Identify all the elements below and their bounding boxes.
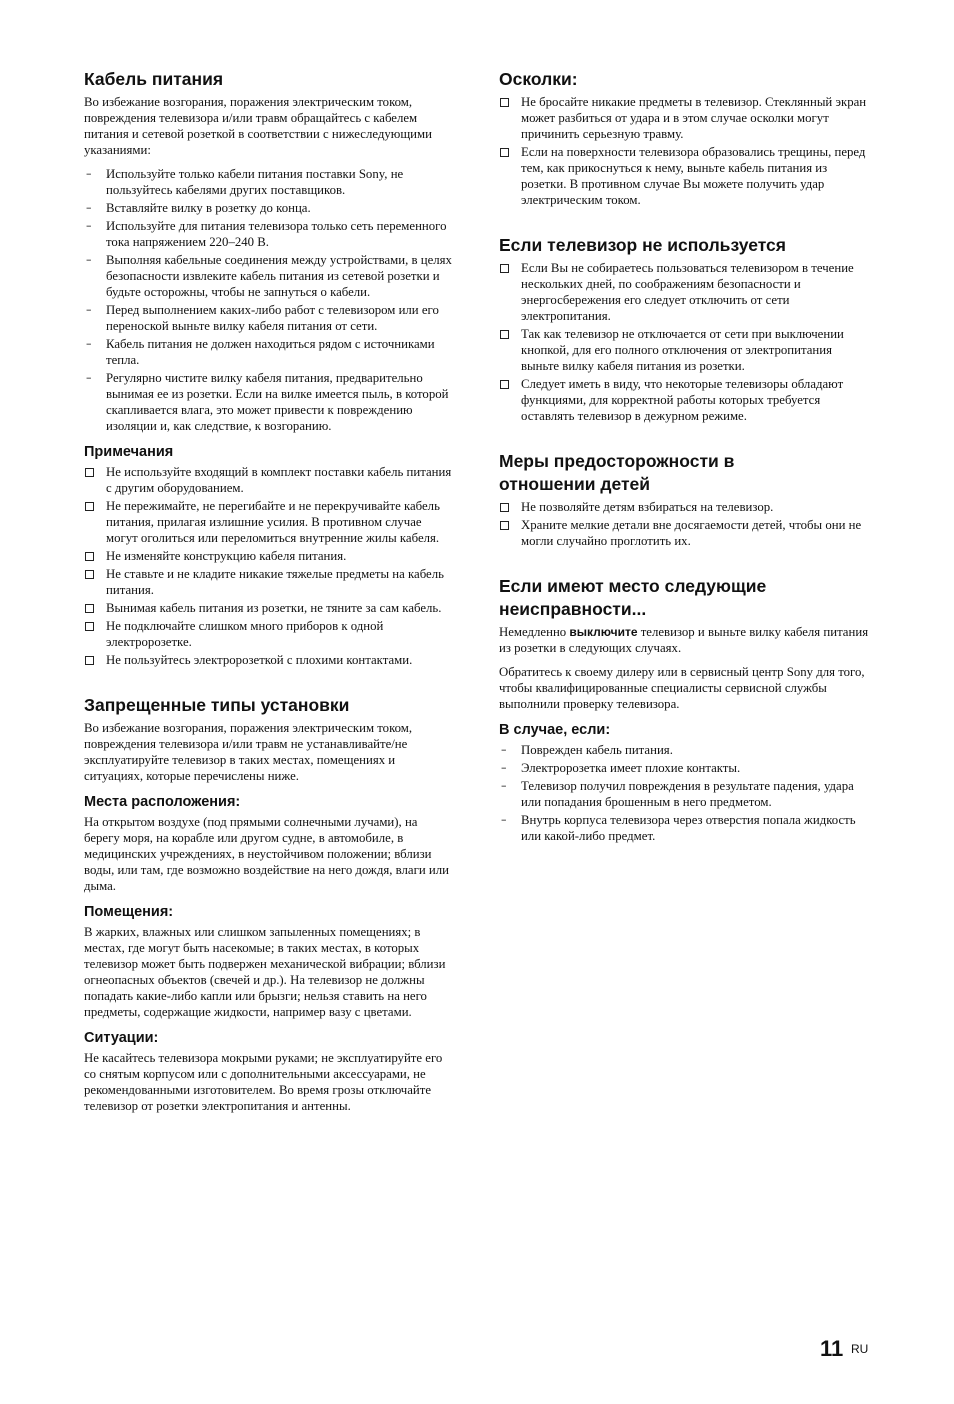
list-item: – Внутрь корпуса телевизора через отверстия попала жидкость или какой-либо предмет. [501,813,856,843]
checkbox-square-icon [85,622,94,631]
list-item: Не бросайте никакие предметы в телевизор. Стеклянный экран может разбиться от удара и в этом случае осколки могут причинить серьезную травму. [499,94,869,142]
list-item: – Поврежден кабель питания. [501,743,673,757]
shards-heading: Осколки: [499,69,578,89]
list-item: – Электророзетка имеет плохие контакты. [501,761,741,775]
situations-heading: Ситуации: [84,1030,159,1046]
dash-icon: – [86,219,92,232]
checkbox-square-icon [500,521,509,530]
dash-icon: – [86,337,92,350]
checkbox-square-icon [500,264,509,273]
in-case-heading: В случае, если: [499,722,611,738]
dash-icon: – [86,303,92,316]
malfunctions-heading: Если имеют место следующие неисправности... [499,576,767,619]
list-item: Если Вы не собираетесь пользоваться телевизором в течение нескольких дней, по соображениям безопасности и энергосбережения его следует отключить от сети электропитания. [499,260,869,324]
checkbox-square-icon [85,656,94,665]
checkbox-square-icon [500,148,509,157]
list-item: – Телевизор получил повреждения в результате падения, удара или попадания брошенным в него предметом. [501,779,854,809]
list-item: Вынимая кабель питания из розетки, не тяните за сам кабель. [84,600,454,616]
dash-icon: – [86,201,92,214]
dash-icon: – [501,761,507,774]
children-list [499,499,869,549]
list-item: Не позволяйте детям взбираться на телевизор. [499,499,869,515]
power-cable-intro: Во избежание возгорания, поражения электрическим током, повреждения телевизора и/или травм обращайтесь с кабелем питания и сетевой розеткой в соответствии с нижеследующими указаниями: [84,95,432,157]
dash-icon: – [501,779,507,792]
shards-list [499,94,869,208]
list-item: Так как телевизор не отключается от сети при выключении кнопкой, для его полного отключения от электропитания выньте вилку кабеля питания из розетки. [499,326,869,374]
checkbox-square-icon [500,503,509,512]
in-case-list [499,742,869,844]
list-item: – Выполняя кабельные соединения между устройствами, в целях безопасности извлеките кабель питания из сетевой розетки и будьте осторожны, чтобы не запнуться о кабели. [86,253,452,299]
list-item: – Вставляйте вилку в розетку до конца. [86,201,311,215]
rooms-heading: Помещения: [84,904,174,920]
dash-icon: – [501,813,507,826]
malfunctions-para-2: Обратитесь к своему дилеру или в сервисный центр Sony для того, чтобы квалифицированные специалисты сервисной службы выполнили проверку телевизора. [499,665,865,711]
list-item: Не изменяйте конструкцию кабеля питания. [84,548,454,564]
dash-icon: – [86,167,92,180]
checkbox-square-icon [85,570,94,579]
page-number: 11 [820,1336,844,1361]
dash-icon: – [86,371,92,384]
list-item: Не подключайте слишком много приборов к одной электророзетке. [84,618,454,650]
checkbox-square-icon [85,502,94,511]
list-item: – Используйте для питания телевизора только сеть переменного тока напряжением 220–240 В. [86,219,447,249]
not-in-use-list [499,260,869,424]
prohibited-installation-intro: Во избежание возгорания, поражения электрическим током, повреждения телевизора и/или травм не устанавливайте/не эксплуатируйте телевизор в таких местах, помещениях и ситуациях, которые перечислены ниже. [84,721,413,783]
checkbox-square-icon [85,604,94,613]
checkbox-square-icon [500,98,509,107]
power-cable-heading: Кабель питания [84,69,224,89]
switch-off-emphasis: выключите [569,625,638,639]
prohibited-installation-heading: Запрещенные типы установки [84,695,350,715]
dash-icon: – [501,743,507,756]
list-item: – Перед выполнением каких-либо работ с телевизором или его переноской выньте вилку кабеля питания от сети. [86,303,439,333]
page-language-code: RU [851,1342,869,1356]
malfunctions-para-1: Немедленно выключите телевизор и выньте вилку кабеля питания из розетки в следующих случаях. [499,625,869,655]
list-item: Не ставьте и не кладите никакие тяжелые предметы на кабель питания. [84,566,454,598]
left-column [84,68,454,1122]
places-heading: Места расположения: [84,794,241,810]
places-text: На открытом воздухе (под прямыми солнечными лучами), на берегу моря, на корабле или другом судне, в автомобиле, в медицинских учреждениях, в неустойчивом положении; вблизи воды, или там, где возможно воздействие на него дождя, влаги или дыма. [84,815,449,893]
children-precautions-heading: Меры предосторожности в отношении детей [499,451,735,494]
list-item: Не пережимайте, не перегибайте и не перекручивайте кабель питания, прилагая излишние усилия. В противном случае могут оголиться или переломиться внутренние жилы кабеля. [84,498,454,546]
list-item: Следует иметь в виду, что некоторые телевизоры обладают функциями, для корректной работы которых требуется оставлять телевизор в дежурном режиме. [499,376,869,424]
dash-icon: – [86,253,92,266]
list-item: Если на поверхности телевизора образовались трещины, перед тем, как прикоснуться к нему, выньте кабель питания из розетки. В противном случае Вы можете получить удар электрическим током. [499,144,869,208]
checkbox-square-icon [500,330,509,339]
power-cable-list [84,166,454,434]
right-column [499,68,869,848]
rooms-text: В жарких, влажных или слишком запыленных помещениях; в местах, где могут быть насекомые; в таких местах, в которых телевизор может быть подвержен механической вибрации; вблизи огнеопасных объектов (свечей и др.). На телевизор не должны попадать какие-либо капли или брызги; нельзя ставить на него предметы, содержащие жидкости, например вазу с цветами. [84,925,446,1019]
list-item: – Регулярно чистите вилку кабеля питания, предварительно вынимая ее из розетки. Если на вилке имеется пыль, в которой скапливается влага, это может привести к повреждению изоляции и, как следствие, к возгоранию. [86,371,449,433]
list-item: Не пользуйтесь электророзеткой с плохими контактами. [84,652,454,668]
list-item: – Используйте только кабели питания поставки Sony, не пользуйтесь кабелями других поставщиков. [86,167,404,197]
list-item: Не используйте входящий в комплект поставки кабель питания с другим оборудованием. [84,464,454,496]
situations-text: Не касайтесь телевизора мокрыми руками; не эксплуатируйте его со снятым корпусом или с дополнительными аксессуарами, не рекомендованными изготовителем. Во время грозы отключайте телевизор от розетки электропитания и антенны. [84,1051,443,1113]
list-item: – Кабель питания не должен находиться рядом с источниками тепла. [86,337,435,367]
checkbox-square-icon [85,468,94,477]
notes-heading: Примечания [84,444,174,460]
checkbox-square-icon [85,552,94,561]
not-in-use-heading: Если телевизор не используется [499,235,786,255]
notes-list [84,464,454,668]
list-item: Храните мелкие детали вне досягаемости детей, чтобы они не могли случайно проглотить их. [499,517,869,549]
checkbox-square-icon [500,380,509,389]
